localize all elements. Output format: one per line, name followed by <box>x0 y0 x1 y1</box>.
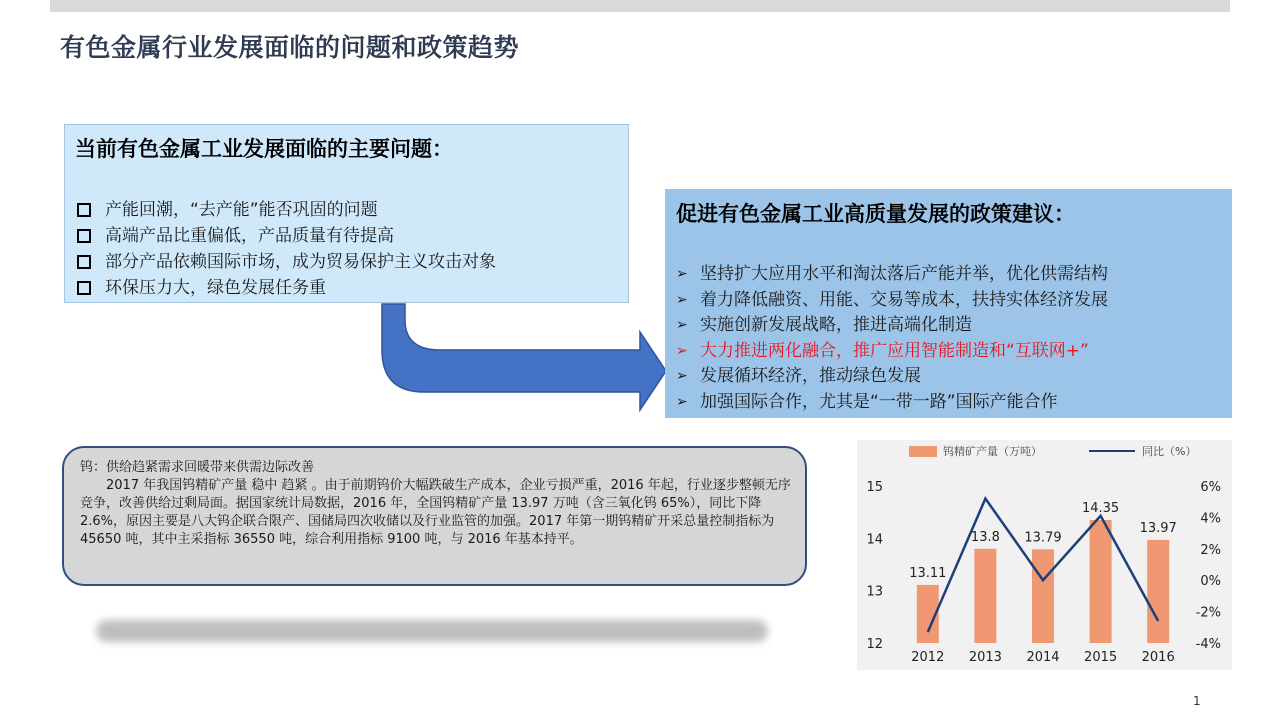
y-right-tick-label: 0% <box>1200 574 1221 590</box>
policies-list <box>676 262 1232 415</box>
bar-data-label: 13.97 <box>1139 520 1177 536</box>
arrow-bullet-icon: ➢ <box>676 342 688 359</box>
problems-heading: 当前有色金属工业发展面临的主要问题： <box>75 137 453 161</box>
bar <box>1147 540 1169 643</box>
arrow-shape <box>382 304 666 410</box>
y-right-tick-label: 4% <box>1200 511 1221 527</box>
legend-bar-label: 钨精矿产量（万吨） <box>943 445 1042 458</box>
slide-title: 有色金属行业发展面临的问题和政策趋势 <box>60 33 520 62</box>
y-right-tick-label: 6% <box>1200 480 1221 495</box>
problem-text: 部分产品依赖国际市场，成为贸易保护主义攻击对象 <box>105 252 496 272</box>
bar <box>974 549 996 643</box>
policy-item <box>676 390 1232 416</box>
y-right-tick-label: 2% <box>1200 542 1221 558</box>
policy-text: 坚持扩大应用水平和淘汰落后产能并举，优化供需结构 <box>700 264 1108 284</box>
arrow-bullet-icon: ➢ <box>676 368 688 384</box>
bar <box>1032 549 1054 643</box>
policy-text: 着力降低融资、用能、交易等成本，扶持实体经济发展 <box>700 289 1108 310</box>
tungsten-note-box <box>62 446 807 586</box>
chart-svg <box>857 440 1232 670</box>
policies-heading: 促进有色金属工业高质量发展的政策建议： <box>676 202 1075 226</box>
bar-data-label: 13.11 <box>909 565 947 581</box>
x-tick-label: 2016 <box>1141 650 1175 665</box>
y-left-tick-label: 13 <box>866 584 883 600</box>
policy-item <box>676 313 1232 339</box>
problem-text: 产能回潮，“去产能”能否巩固的问题 <box>105 200 378 220</box>
policy-text: 发展循环经济，推动绿色发展 <box>700 366 921 386</box>
y-left-tick-label: 12 <box>866 637 883 652</box>
y-right-tick-label: -4% <box>1195 637 1221 652</box>
x-tick-label: 2012 <box>911 650 945 665</box>
bar-data-label: 14.35 <box>1081 501 1120 517</box>
note-paragraph: 2017 年我国钨精矿产量 稳中 趋紧 。由于前期钨价大幅跌破生产成本，企业亏损严重，2016 年起，行业逐步整顿无序竞争，改善供给过剩局面。据国家统计局数据，2016 年，全国钨精矿产量 13.97 万吨（含三氧化钨 65%），同比下降 2.6%，原因主要是八大钨企联合限产、国储局四次收储以及行业监管的加强。2017 年第一期钨精矿开采总量控制指标为45650 吨，其中主采指标 36550 吨，综合利用指标 9100 吨，与 2016 年基本持平。 <box>80 478 791 547</box>
y-left-tick-label: 14 <box>866 532 883 548</box>
policy-item <box>676 262 1232 288</box>
policy-item <box>676 288 1232 314</box>
legend-line-label: 同比（%） <box>1142 445 1197 458</box>
note-heading: 钨：供给趋紧需求回暖带来供需边际改善 <box>80 460 315 475</box>
policy-item <box>676 364 1232 390</box>
arrow-bullet-icon: ➢ <box>676 317 688 333</box>
bar <box>1090 520 1112 643</box>
page-number: 1 <box>1193 694 1201 708</box>
tungsten-chart <box>857 440 1232 670</box>
policy-text: 加强国际合作，尤其是“一带一路”国际产能合作 <box>700 391 1058 412</box>
policy-text: 大力推进两化融合，推广应用智能制造和“互联网+” <box>700 340 1089 361</box>
policy-item-highlighted <box>676 339 1232 365</box>
arrow-bullet-icon: ➢ <box>676 393 688 410</box>
bar-data-label: 13.79 <box>1024 530 1062 546</box>
x-tick-label: 2014 <box>1026 650 1060 665</box>
x-tick-label: 2015 <box>1084 650 1118 665</box>
blurred-shadow-bar <box>96 620 768 642</box>
y-right-tick-label: -2% <box>1195 605 1221 621</box>
bar-data-label: 13.8 <box>970 529 1000 545</box>
arrow-bullet-icon: ➢ <box>676 266 688 282</box>
problem-text: 环保压力大，绿色发展任务重 <box>105 278 326 298</box>
policies-box <box>665 189 1232 418</box>
legend-bar-swatch <box>909 446 937 457</box>
y-left-tick-label: 15 <box>866 480 883 495</box>
x-tick-label: 2013 <box>968 650 1002 665</box>
arrow-bullet-icon: ➢ <box>676 291 688 308</box>
problem-text: 高端产品比重偏低，产品质量有待提高 <box>105 226 394 246</box>
policy-text: 实施创新发展战略，推进高端化制造 <box>700 315 972 335</box>
